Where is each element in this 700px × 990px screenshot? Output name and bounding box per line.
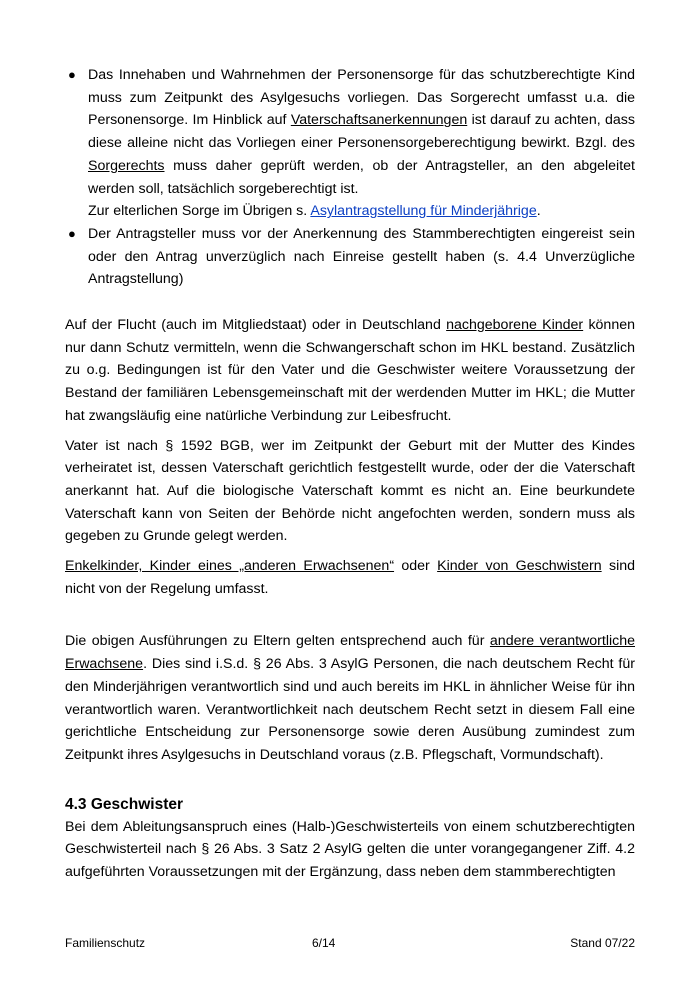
underlined-term: nachgeborene Kinder	[446, 317, 584, 334]
paragraph: Die obigen Ausführungen zu Eltern gelten entsprechend auch für andere verantwortliche Erwachsene. Dies sind i.S.d. § 26 Abs. 3 AsylG Personen, die nach deutschem Recht für den Minderjährigen verantwortlich sind und auch bereits im HKL in ähnlicher Weise für ihn verantwortlich waren. Verantwortlichkeit nach deutschem Recht setzt in diesem Fall eine gerichtliche Entscheidung zur Personensorge sowie deren Ausübung zumindest zum Zeitpunkt ihres Asylgesuchs in Deutschland voraus (z.B. Pflegschaft, Vormundschaft).	[65, 633, 636, 763]
page-number: 6/14	[312, 936, 336, 950]
paragraph: Vater ist nach § 1592 BGB, wer im Zeitpunkt der Geburt mit der Mutter des Kindes verheiratet ist, dessen Vaterschaft gerichtlich festgestellt wurde, oder der die Vaterschaft anerkannt hat. Auf die biologische Vaterschaft kommt es nicht an. Eine beurkundete Vaterschaft kann von Seiten der Behörde nicht angefochten werden, sondern muss als gegeben zu Grunde gelegt werden.	[65, 437, 635, 545]
bullet-icon: ●	[68, 67, 76, 82]
underlined-term: Sorgerechts	[88, 157, 165, 174]
underlined-term: Kinder von Geschwistern	[437, 558, 602, 575]
paragraph: Enkelkinder, Kinder eines „anderen Erwachsenen“ oder Kinder von Geschwistern sind nicht von der Regelung umfasst.	[65, 558, 636, 597]
section-heading: 4.3 Geschwister	[65, 795, 184, 813]
link-asylantragstellung-minderjaehrige[interactable]: Asylantragstellung für Minderjährige	[310, 203, 537, 220]
page-footer	[65, 934, 635, 952]
list-item	[65, 223, 635, 291]
list-item	[65, 64, 635, 223]
requirements-list	[65, 64, 635, 291]
bullet-text: Der Antragsteller muss vor der Anerkennung des Stammberechtigten eingereist sein oder den Antrag unverzüglich nach Einreise gestellt haben (s. 4.4 Unverzügliche Antragstellung)	[88, 225, 635, 288]
bullet-text: Das Innehaben und Wahrnehmen der Personensorge für das schutzberechtigte Kind muss zum Zeitpunkt des Asylgesuchs vorliegen. Das Sorgerecht umfasst u.a. die Personensorge. Im Hinblick auf Vaterschaftsanerkennungen ist darauf zu achten, dass diese alleine nicht das Vorliegen einer Personensorgeberechtigung bewirkt. Bzgl. des Sorgerechts muss daher geprüft werden, ob der Antragsteller, an den abgeleitet werden soll, tatsächlich sorgeberechtigt ist.	[88, 67, 635, 197]
underlined-term: Vaterschaftsanerkennungen	[290, 112, 468, 129]
underlined-term: Enkelkinder, Kinder eines „anderen Erwachsenen“	[65, 558, 395, 575]
paragraph: Auf der Flucht (auch im Mitgliedstaat) oder in Deutschland nachgeborene Kinder können nur dann Schutz vermitteln, wenn die Schwangerschaft schon im HKL bestand. Zusätzlich zu o.g. Bedingungen ist für den Vater und die Geschwister weitere Voraussetzung der Bestand der familiären Lebensgemeinschaft mit der werdenden Mutter im HKL; die Mutter hat zwangsläufig eine natürliche Verbindung zur Leibesfrucht.	[65, 317, 635, 424]
paragraph: Bei dem Ableitungsanspruch eines (Halb-)Geschwisterteils von einem schutzberechtigten Geschwisterteil nach § 26 Abs. 3 Satz 2 AsylG gelten die unter vorangegangener Ziff. 4.2 aufgeführten Voraussetzungen mit der Ergänzung, dass neben dem stammberechtigten	[65, 818, 635, 881]
footer-left: Familienschutz	[65, 936, 146, 950]
document-body	[65, 64, 635, 884]
reference-line: Zur elterlichen Sorge im Übrigen s. Asylantragstellung für Minderjährige.	[88, 203, 541, 220]
underlined-term: andere verantwortliche Erwachsene	[65, 633, 636, 673]
footer-right: Stand 07/22	[570, 936, 635, 950]
bullet-icon: ●	[68, 225, 76, 241]
